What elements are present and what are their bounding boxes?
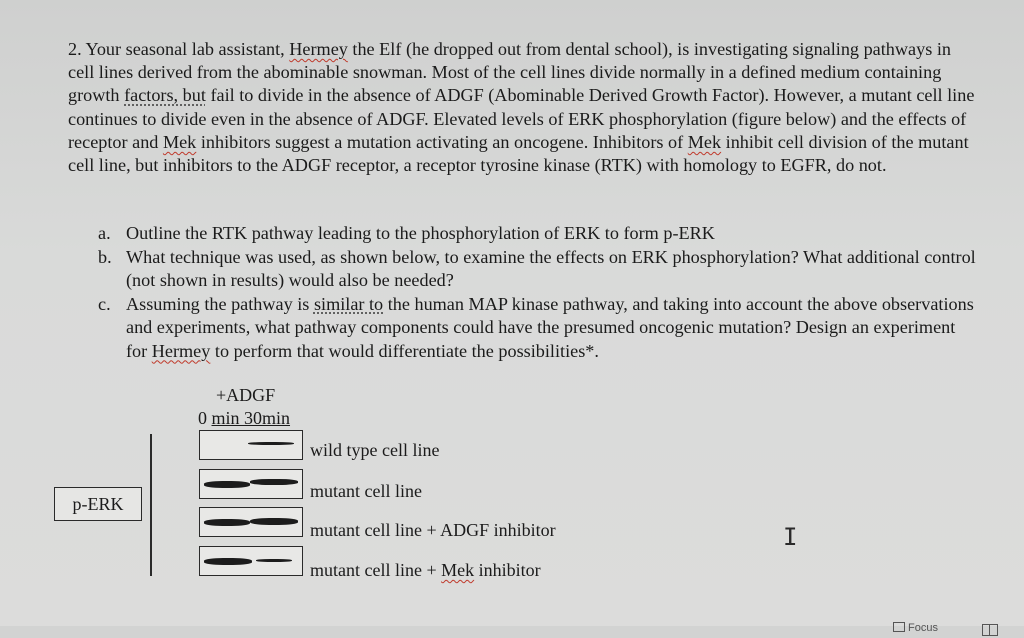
focus-mode-button[interactable]	[893, 622, 938, 634]
bottom-status-bar	[0, 626, 1024, 638]
misspelled-word-mek[interactable]: Mek	[687, 131, 722, 152]
read-mode-icon[interactable]	[982, 624, 998, 636]
sub-question-text: to perform that would differentiate the possibilities*.	[210, 340, 599, 361]
grammar-flag-similar-to[interactable]: similar to	[313, 293, 384, 314]
time-points: min 30min	[211, 408, 291, 428]
blot-lane-wild-type	[199, 430, 303, 460]
grammar-flag-factors[interactable]: factors, but	[124, 85, 206, 106]
blot-band	[256, 559, 292, 562]
sub-question-list	[98, 222, 978, 363]
blot-lane-mek-inhibitor	[199, 546, 303, 576]
sub-question-text: Outline the RTK pathway leading to the phosphorylation of ERK to form p-ERK	[126, 223, 715, 243]
time-labels	[198, 408, 290, 429]
sub-question-letter: b.	[98, 246, 112, 267]
lane-label: wild type cell line	[310, 440, 440, 460]
blot-band	[250, 518, 298, 525]
sub-question-a	[98, 222, 978, 246]
sub-question-text: What technique was used, as shown below, to examine the effects on ERK phosphorylation? What additional control (not shown in results) would also be needed?	[126, 246, 976, 290]
misspelled-word-mek[interactable]: Mek	[162, 131, 197, 152]
sub-question-text: the human MAP kinase pathway, and taking into account the above observations and experiments, what pathway components could have the presumed oncogenic mutation? Design an experiment for	[126, 293, 974, 361]
question-paragraph	[68, 38, 978, 177]
lane-label	[310, 560, 541, 581]
misspelled-word-hermey[interactable]: Hermey	[151, 340, 211, 361]
time-zero: 0	[198, 408, 207, 428]
lane-label-text: inhibitor	[474, 560, 541, 580]
focus-icon	[893, 622, 905, 632]
blot-lane-mutant	[199, 469, 303, 499]
question-text-4: inhibitors suggest a mutation activating an oncogene. Inhibitors of	[196, 131, 688, 152]
figure-bracket-line	[150, 434, 152, 576]
blot-band	[204, 481, 250, 488]
sub-question-letter: a.	[98, 223, 111, 243]
blot-band	[204, 558, 252, 565]
text-cursor-icon: I	[783, 523, 798, 551]
blot-band	[248, 442, 294, 445]
misspelled-word-mek[interactable]: Mek	[441, 560, 475, 580]
question-text-1: 2. Your seasonal lab assistant,	[68, 39, 290, 59]
sub-question-text: Assuming the pathway is	[126, 293, 314, 314]
p-erk-label-box: p-ERK	[54, 487, 142, 521]
blot-band	[250, 479, 298, 485]
sub-question-c	[98, 293, 978, 364]
lane-label-text: mutant cell line +	[310, 560, 442, 580]
sub-question-letter: c.	[98, 293, 111, 314]
focus-label: Focus	[908, 622, 938, 634]
blot-band	[204, 519, 250, 526]
misspelled-word-hermey[interactable]: Hermey	[289, 39, 348, 59]
question-text-3: fail to divide in the absence of ADGF (Abominable Derived Growth Factor). However, a mutant cell line continues to divide even in the absence of ADGF. Elevated levels of ERK phosphorylation (figure below) and the effects of receptor and	[68, 85, 975, 152]
sub-question-b	[98, 246, 978, 293]
lane-label: mutant cell line	[310, 481, 422, 501]
lane-label: mutant cell line + ADGF inhibitor	[310, 520, 556, 540]
treatment-label: +ADGF	[216, 385, 276, 405]
question-text-2: the Elf (he dropped out from dental school), is investigating signaling pathways in cell lines derived from the abominable snowman. Most of the cell lines divide normally in a defined medium containing growth	[68, 39, 951, 106]
question-text-5: inhibit cell division of the mutant cell line, but inhibitors to the ADGF receptor, a receptor tyrosine kinase (RTK) with homology to EGFR, do not.	[68, 131, 969, 176]
blot-lane-adgf-inhibitor	[199, 507, 303, 537]
